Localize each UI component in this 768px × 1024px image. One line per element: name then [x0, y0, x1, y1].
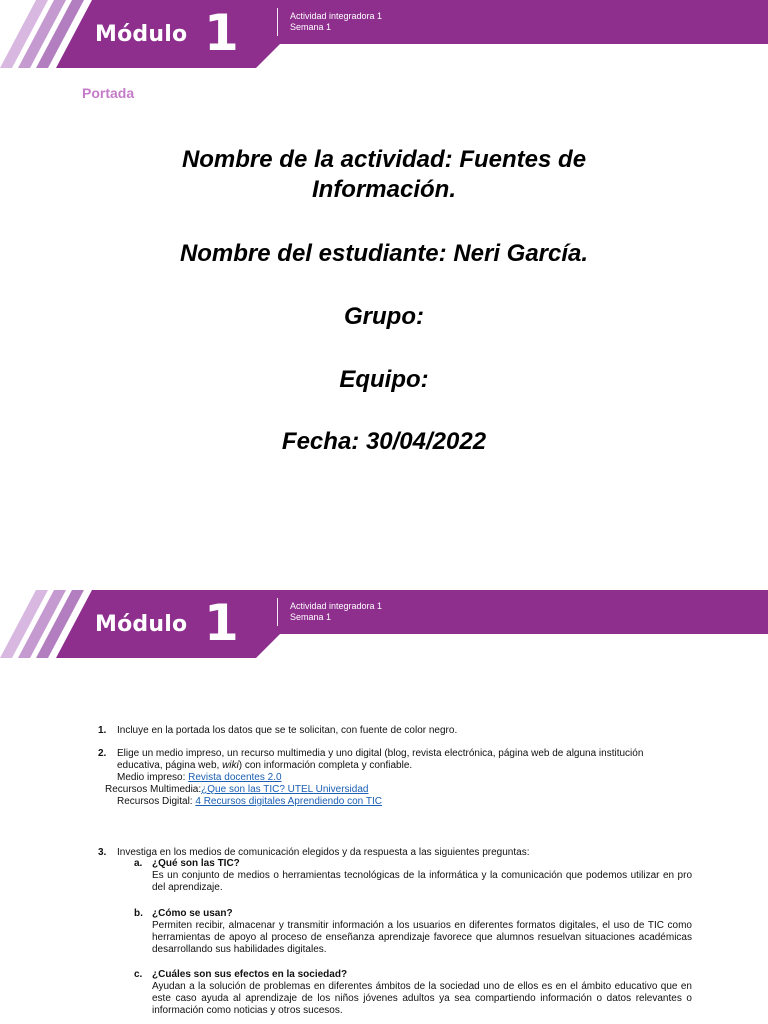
item-text-fragment: ) con información completa y confiable. — [238, 760, 413, 771]
item-text: Incluye en la portada los datos que se te solicitan, con fuente de color negro. — [117, 725, 458, 736]
item-number: 1. — [98, 725, 107, 736]
group-heading: Grupo: — [344, 303, 424, 330]
item-number: 2. — [98, 748, 107, 759]
question-letter: a. — [134, 858, 143, 869]
module-title: Módulo — [95, 22, 188, 47]
item-number: 3. — [98, 847, 107, 858]
item-text-fragment: educativa, página web, — [117, 760, 223, 771]
item-text-italic: wiki — [222, 760, 239, 771]
activity-name-heading — [0, 145, 768, 205]
digital-resource-label: Recursos Digital: — [117, 796, 196, 807]
question-title: ¿Cómo se usan? — [152, 908, 233, 919]
activity-name: Actividad integradora 1 — [290, 601, 383, 611]
activity-name: Actividad integradora 1 — [290, 11, 383, 21]
module-header-banner — [0, 0, 768, 70]
module-number: 1 — [204, 4, 239, 62]
team-heading: Equipo: — [339, 366, 429, 393]
multimedia-label: Recursos Multimedia: — [105, 784, 202, 795]
header-divider — [277, 8, 278, 36]
item-text — [105, 748, 697, 808]
question-answer: Permiten recibir, almacenar y transmitir información a los usuarios en diferentes formatos digitales, el uso de TIC como herramientas de apoyo al proceso de enseñanza aprendizaje favorece que alumnos resuelvan situaciones académicas desarrollando sus habilidades digitales. — [152, 920, 692, 955]
module-title: Módulo — [95, 612, 188, 637]
question-title: ¿Qué son las TIC? — [152, 858, 240, 869]
module-header-banner — [0, 590, 768, 660]
item-text: Investiga en los medios de comunicación elegidos y da respuesta a las siguientes preguntas: — [117, 847, 530, 858]
module-number: 1 — [204, 594, 239, 652]
date-heading: Fecha: 30/04/2022 — [281, 428, 487, 455]
activity-info — [290, 601, 382, 623]
multimedia-link[interactable]: ¿Que son las TIC? UTEL Universidad — [201, 784, 369, 795]
item-text-line — [117, 760, 697, 772]
print-media-link[interactable]: Revista docentes 2.0 — [188, 772, 282, 783]
student-name-heading: Nombre del estudiante: Neri García. — [179, 240, 589, 267]
content-page — [0, 590, 768, 1024]
digital-resource-link[interactable]: 4 Recursos digitales Aprendiendo con TIC — [195, 796, 382, 807]
question-title: ¿Cuáles son sus efectos en la sociedad? — [152, 969, 348, 980]
question-answer: Es un conjunto de medios o herramientas tecnológicas de la informática y la comunicación que podemos utilizar en pro del aprendizaje. — [152, 870, 692, 893]
question-letter: b. — [134, 908, 143, 919]
question-letter: c. — [134, 969, 143, 980]
activity-name-line-1: Nombre de la actividad: Fuentes de — [181, 146, 587, 173]
print-media-line — [117, 772, 697, 784]
header-divider — [277, 598, 278, 626]
item-text-line: Elige un medio impreso, un recurso multimedia y uno digital (blog, revista electrónica, página web de alguna institución — [117, 748, 644, 759]
activity-name-line-2: Información. — [311, 176, 456, 203]
section-label: Portada — [82, 85, 135, 101]
question-answer: Ayudan a la solución de problemas en diferentes ámbitos de la sociedad uno de ellos es en el ámbito educativo que en este caso ayuda al aprendizaje de los niños jóvenes adultos ya sea compartiendo información o datos relevantes o información como noticias y otros sucesos. — [152, 981, 692, 1016]
multimedia-line — [105, 784, 697, 796]
week-label: Semana 1 — [290, 22, 332, 32]
print-media-label: Medio impreso: — [117, 772, 189, 783]
week-label: Semana 1 — [290, 612, 332, 622]
digital-resource-line — [117, 796, 697, 808]
activity-info — [290, 11, 382, 33]
